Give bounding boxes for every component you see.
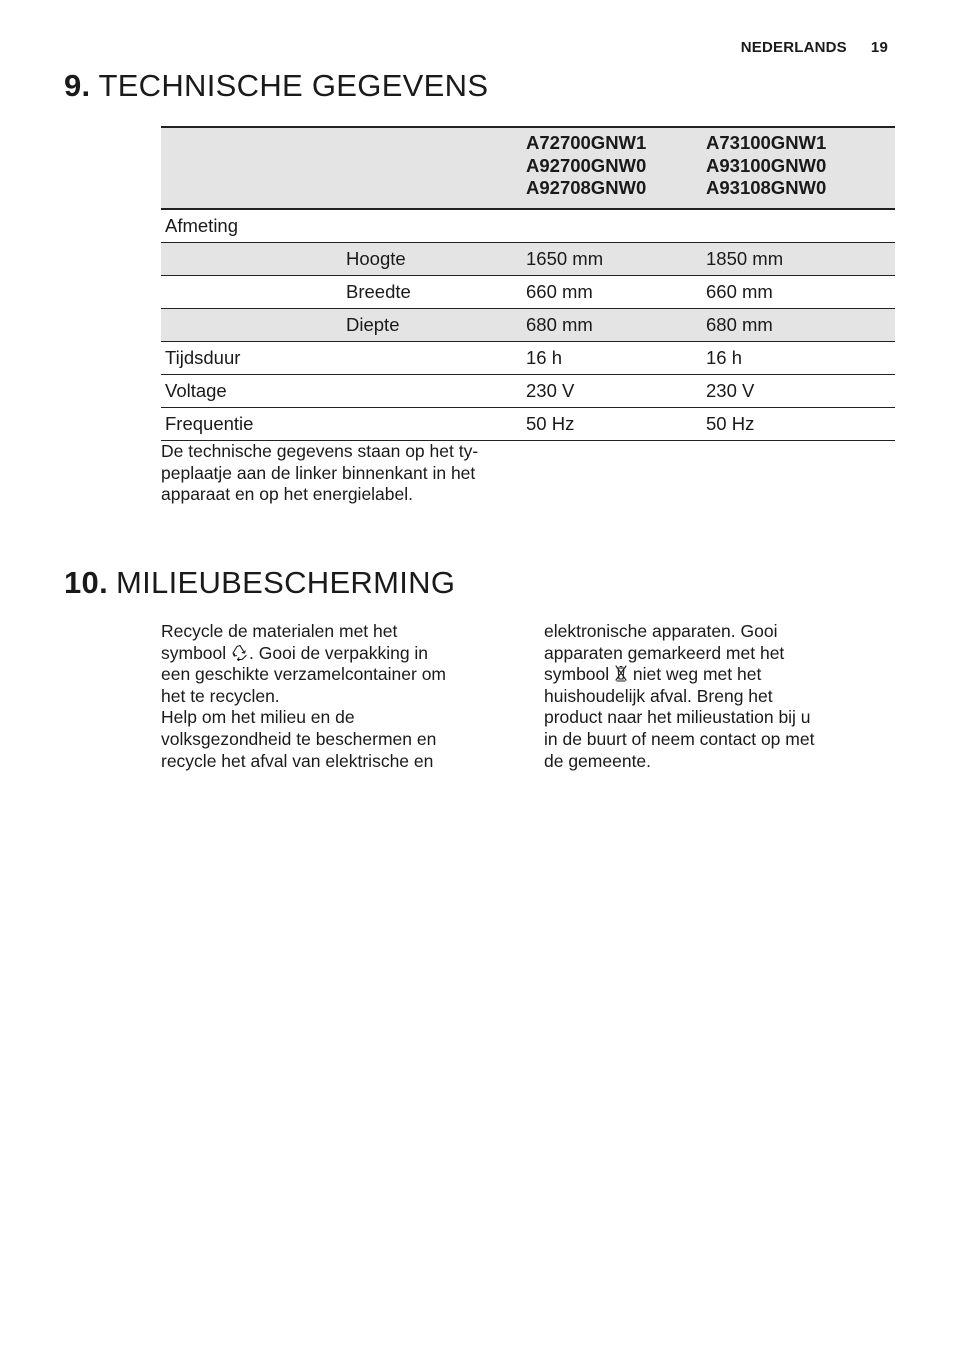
row-value-1: 16 h [522, 342, 702, 375]
environment-text-left [161, 621, 491, 772]
header-empty-cell [161, 127, 342, 209]
model-name: A92700GNW0 [526, 154, 647, 176]
table-row [161, 342, 895, 375]
text-line: het te recyclen. [161, 685, 280, 706]
table-row [161, 243, 895, 276]
section-10-number: 10. [64, 565, 108, 600]
row-value-2 [702, 209, 895, 243]
text-line: Recycle de materialen met het [161, 621, 398, 641]
row-label [161, 309, 342, 342]
text-line: een geschikte verzamelcontainer om [161, 664, 447, 685]
row-label: Tijdsduur [161, 342, 342, 375]
row-value-2: 660 mm [702, 276, 895, 309]
row-label: Frequentie [161, 408, 342, 441]
row-value-2: 50 Hz [702, 408, 895, 441]
row-value-2: 230 V [702, 375, 895, 408]
row-sublabel [342, 342, 522, 375]
text-line: product naar het milieustation bij u [544, 707, 811, 728]
header-empty-cell [342, 127, 522, 209]
row-value-2: 680 mm [702, 309, 895, 342]
text-fragment: niet weg met het [632, 664, 762, 685]
row-sublabel [342, 375, 522, 408]
text-line: elektronische apparaten. Gooi [544, 621, 778, 641]
technical-data-note [161, 441, 521, 506]
section-10-title: MILIEUBESCHERMING [116, 565, 456, 600]
table-header-row [161, 127, 895, 209]
table-row [161, 375, 895, 408]
table-row [161, 209, 895, 243]
row-label [161, 276, 342, 309]
table-row [161, 408, 895, 441]
text-line [161, 643, 491, 665]
text-line: huishoudelijk afval. Breng het [544, 685, 773, 706]
note-line: apparaat en op het energielabel. [161, 484, 414, 505]
model-name: A93100GNW0 [706, 154, 827, 176]
row-value-2: 1850 mm [702, 243, 895, 276]
text-line: in de buurt of neem contact op met [544, 728, 815, 749]
environment-text-right [544, 621, 874, 772]
row-value-1: 660 mm [522, 276, 702, 309]
row-value-1 [522, 209, 702, 243]
running-header [741, 39, 888, 56]
row-value-1: 1650 mm [522, 243, 702, 276]
row-sublabel [342, 408, 522, 441]
section-9-title: TECHNISCHE GEGEVENS [98, 68, 489, 103]
note-line: De technische gegevens staan op het ty- [161, 441, 479, 461]
row-label: Voltage [161, 375, 342, 408]
row-label: Afmeting [161, 209, 342, 243]
note-line: peplaatje aan de linker binnenkant in het [161, 462, 476, 483]
text-line [544, 664, 874, 686]
text-line: de gemeente. [544, 750, 652, 771]
recycle-icon [231, 644, 249, 661]
row-value-2: 16 h [702, 342, 895, 375]
model-column-1 [522, 127, 702, 209]
row-sublabel [342, 209, 522, 243]
model-name: A72700GNW1 [526, 132, 647, 153]
text-fragment: symbool [544, 664, 610, 685]
model-column-2 [702, 127, 895, 209]
text-line: recycle het afval van elektrische en [161, 750, 434, 771]
row-value-1: 680 mm [522, 309, 702, 342]
header-language: NEDERLANDS [740, 39, 847, 56]
row-value-1: 230 V [522, 375, 702, 408]
table-row [161, 309, 895, 342]
table-row [161, 276, 895, 309]
model-name: A93108GNW0 [706, 177, 827, 198]
row-sublabel: Diepte [342, 309, 522, 342]
text-line: apparaten gemarkeerd met het [544, 642, 785, 663]
row-label [161, 243, 342, 276]
technical-data-table [161, 126, 895, 441]
section-9-heading [64, 68, 488, 104]
section-9-number: 9. [64, 68, 91, 103]
text-fragment: symbool [161, 642, 227, 663]
model-name: A92708GNW0 [526, 177, 647, 198]
row-sublabel: Breedte [342, 276, 522, 309]
row-sublabel: Hoogte [342, 243, 522, 276]
page-number: 19 [870, 39, 888, 56]
model-name: A73100GNW1 [706, 132, 827, 153]
text-line: Help om het milieu en de [161, 707, 355, 728]
crossed-bin-icon [614, 665, 628, 682]
text-fragment: . Gooi de verpakking in [249, 642, 429, 663]
text-line: volksgezondheid te beschermen en [161, 728, 437, 749]
section-10-heading [64, 565, 455, 601]
row-value-1: 50 Hz [522, 408, 702, 441]
